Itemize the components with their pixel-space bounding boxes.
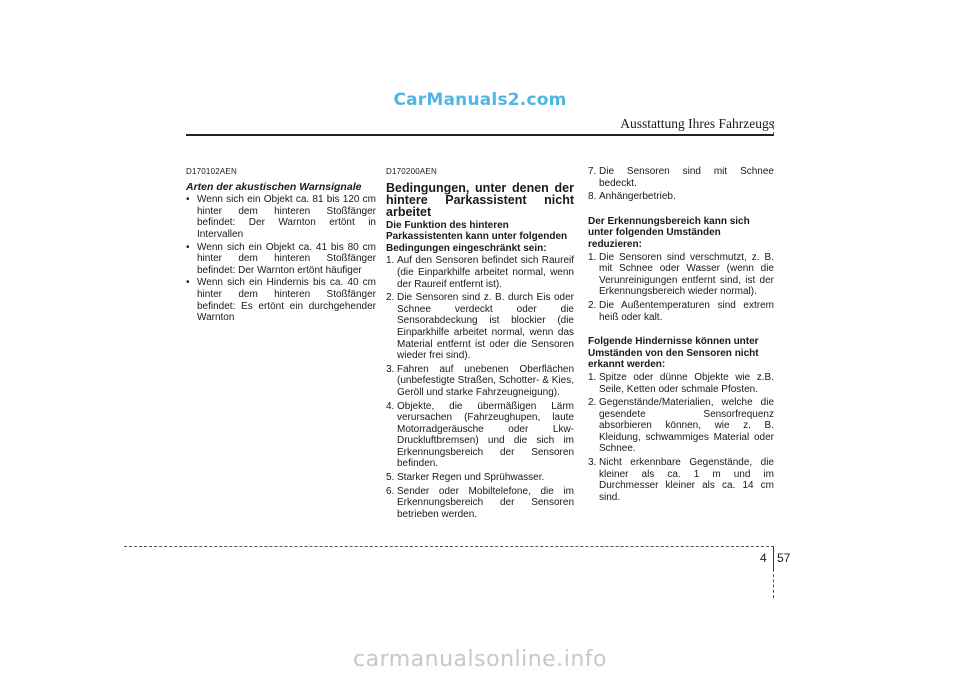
- list-item-text: Die Sensoren sind verschmutzt, z. B. mit Schnee oder Wasser (wenn die Verunreinigungen entfernt sind, ist der Erkennungsbereich wieder normal).: [599, 251, 774, 298]
- list-number: 1.: [588, 371, 597, 383]
- list-number: 1.: [588, 251, 597, 263]
- list-item: [588, 252, 774, 298]
- list-item-text: Nicht erkennbare Gegenstände, die kleiner als ca. 1 m und im Durchmesser kleiner als ca. 14 cm sind.: [599, 457, 774, 503]
- list-number: 2.: [588, 397, 597, 409]
- undetected-obstacles-list: [588, 372, 774, 504]
- list-number: 5.: [386, 472, 395, 484]
- list-number: 6.: [386, 485, 395, 497]
- list-item-text: Fahren auf unebenen Oberflächen (unbefestigte Straßen, Schotter- & Kies, Geröll und starke Fahrzeugneigung).: [397, 363, 574, 398]
- list-item: [588, 397, 774, 455]
- list-number: 1.: [386, 255, 395, 267]
- list-item-text: Gegenstände/Materialien, welche die gesendete Sensorfrequenz absorbieren können, wie z. B. Kleidung, schwammiges Material oder Schnee.: [599, 397, 774, 455]
- list-item-text: Wenn sich ein Hindernis bis ca. 40 cm hinter dem hinteren Stoßfänger befindet: Es ertönt ein durchgehender Warnton: [197, 277, 376, 324]
- chapter-title: Ausstattung Ihres Fahrzeugs: [620, 116, 774, 131]
- watermark-bottom: carmanualsonline.info: [353, 647, 607, 672]
- list-number: 7.: [588, 166, 597, 177]
- list-item-text: Objekte, die übermäßigen Lärm verursachen (Fahrzeughupen, laute Motorradgeräusche oder Lkw-Druckluftbremsen) und die sich im Erkennungsbereich der Sensoren befinden.: [397, 400, 574, 470]
- list-item: [386, 364, 574, 399]
- list-item: [386, 255, 574, 290]
- list-item-text: Auf den Sensoren befindet sich Raureif (die Einparkhilfe arbeitet normal, wenn der Raureif entfernt ist).: [397, 255, 574, 290]
- list-number: 8.: [588, 191, 597, 203]
- list-item: [386, 401, 574, 471]
- list-item: [186, 277, 376, 323]
- list-item: [588, 191, 774, 203]
- footer-rule: [124, 546, 774, 547]
- column-2: [386, 166, 574, 522]
- list-item-text: Die Außentemperaturen sind extrem heiß oder kalt.: [599, 299, 774, 323]
- section-code: D170200AEN: [386, 167, 437, 176]
- bullet-icon: •: [186, 194, 190, 206]
- undetected-obstacles-heading: Folgende Hindernisse können unter Umständen von den Sensoren nicht erkannt werden:: [588, 336, 759, 371]
- list-number: 2.: [588, 299, 597, 311]
- bullet-icon: •: [186, 241, 190, 253]
- list-item-text: Anhängerbetrieb.: [599, 191, 676, 203]
- list-item: [386, 486, 574, 521]
- section-code: D170102AEN: [186, 167, 237, 176]
- warning-tone-list: [186, 194, 376, 324]
- list-number: 3.: [386, 363, 395, 375]
- section-heading: Bedingungen, unter denen der hintere Parkassistent nicht arbeitet: [386, 180, 574, 219]
- watermark-top: CarManuals2.com: [393, 90, 567, 110]
- condition-list: [386, 255, 574, 520]
- list-item-text: Sender oder Mobiltelefone, die im Erkennungsbereich der Sensoren betrieben werden.: [397, 485, 574, 520]
- page-number-separator: [773, 547, 774, 569]
- header-rule: [186, 134, 774, 136]
- list-item: [588, 457, 774, 503]
- header-vertical-guide: [773, 121, 774, 135]
- list-item: [386, 472, 574, 484]
- list-item-text: Die Sensoren sind mit Schnee bedeckt.: [599, 166, 774, 189]
- list-item-text: Wenn sich ein Objekt ca. 41 bis 80 cm hinter dem hinteren Stoßfänger befindet: Der Warnton ertönt häufiger: [197, 241, 376, 276]
- list-item-text: Starker Regen und Sprühwasser.: [397, 472, 545, 484]
- list-item-text: Spitze oder dünne Objekte wie z.B. Seile, Ketten oder schmale Pfosten.: [599, 371, 774, 395]
- list-item: [588, 166, 774, 189]
- chapter-number: 4: [760, 551, 767, 565]
- section-subhead: Arten der akustischen Warnsignale: [186, 180, 362, 193]
- list-item: [186, 194, 376, 240]
- list-item-text: Die Sensoren sind z. B. durch Eis oder Schnee verdeckt oder die Sensorabdeckung ist blockier (die Einparkhilfe arbeitet normal, wenn das Material entfernt ist oder die Sensoren wieder frei sind).: [397, 292, 574, 362]
- list-number: 4.: [386, 400, 395, 412]
- list-item: [386, 292, 574, 362]
- list-item: [588, 372, 774, 395]
- column-1: [186, 166, 376, 325]
- page-number: 57: [777, 551, 791, 565]
- reduced-range-list: [588, 252, 774, 324]
- list-item: [186, 242, 376, 277]
- bullet-icon: •: [186, 277, 190, 289]
- section-intro: Die Funktion des hinteren Parkassistenten kann unter folgenden Bedingungen eingeschränkt sein:: [386, 219, 568, 254]
- list-item: [588, 300, 774, 323]
- list-number: 2.: [386, 292, 395, 304]
- list-item-text: Wenn sich ein Objekt ca. 81 bis 120 cm hinter dem hinteren Stoßfänger befindet: Der Warnton ertönt in Intervallen: [197, 194, 376, 240]
- condition-list-continued: [588, 166, 774, 203]
- list-number: 3.: [588, 457, 597, 469]
- column-3: [588, 166, 774, 505]
- reduced-range-heading: Der Erkennungsbereich kann sich unter folgenden Umständen reduzieren:: [588, 215, 750, 250]
